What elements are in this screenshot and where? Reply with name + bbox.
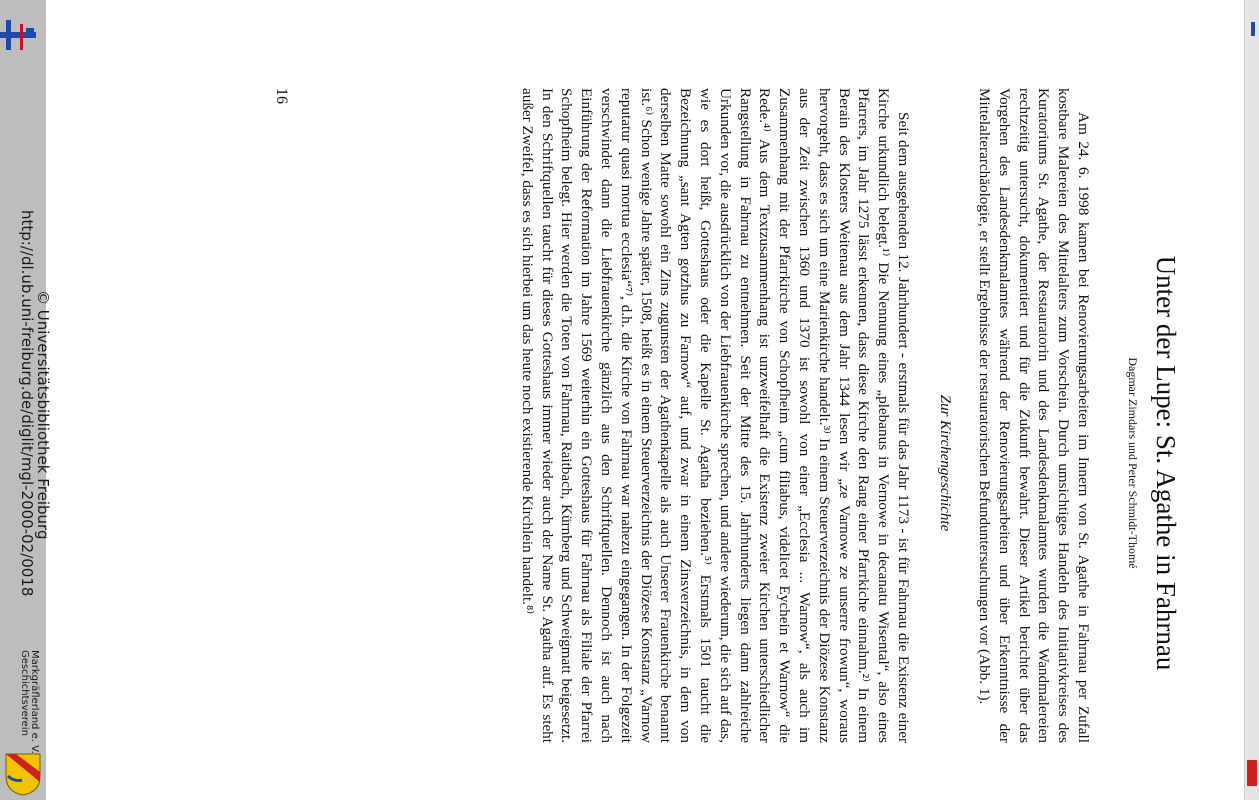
- right-viewer-margin: [1244, 0, 1259, 800]
- right-edge-marks: [1245, 0, 1259, 800]
- document-viewport: [48, 0, 1245, 800]
- page-number: 16: [273, 88, 290, 104]
- university-library-logo: [0, 16, 36, 56]
- intro-paragraph: Am 24. 6. 1998 kamen bei Renovierungsarbeiten im Innern von St. Agathe in Fahrnau per Zufall kostbare Malereien des Mittelalters zum Vorschein. Durch umsichtiges Handeln des Initiativkreises des Kuratoriums St. Agathe, der Restauratorin und des Landesdenkmalamtes wurden die Wandmalereien rechtzeitig untersucht, dokumentiert und für die Zukunft bewahrt. Dieser Artikel berichtet über das Vorgehen des Landesdenkmalamtes während der Renovierungsarbeiten und über Erkenntnisse der Mittelalterarchäologie, er stellt Ergebnisse der restauratorischen Befunduntersuchungen vor (Abb. 1).: [976, 88, 1092, 743]
- footer-url[interactable]: http://dl.ub.uni-freiburg.de/diglit/mgl-2000-02/0018: [18, 210, 36, 597]
- document-page: [188, 88, 1188, 788]
- section-heading: Zur Kirchengeschichte: [937, 394, 953, 532]
- footer-strip: [12, 80, 52, 800]
- article-title: Unter der Lupe: St. Agathe in Fahrnau: [1151, 255, 1181, 671]
- footer-org-line2: Markgräflerland e. V.: [29, 650, 40, 754]
- coat-of-arms-icon: [4, 752, 42, 796]
- footer-org-line1: Geschichtsverein: [19, 650, 30, 736]
- footer-copyright: © Universitätsbibliothek Freiburg: [34, 290, 52, 540]
- left-viewer-margin: [0, 0, 52, 800]
- article-authors: Dagmar Zimdars und Peter Schmidt-Thomé: [1126, 357, 1140, 569]
- body-paragraph: Seit dem ausgehenden 12. Jahrhundert - erstmals für das Jahr 1173 - ist für Fahrnau die Existenz einer Kirche urkundlich belegt.¹⁾ Die Nennung eines „plebanus in Vernowe in decanatu Wisental“, also eines Pfarrers, im Jahr 1275 lässt erkennen, dass diese Kirche den Rang einer Pfarrkiche einnahm.²⁾ In einem Berain des Klosters Weitenau aus dem Jahr 1344 lesen wir „ze Varnowe ze unserre frowun“, woraus hervorgeht, dass es sich um eine Marienkirche handelt.³⁾ In einem Steuerverzeichnis der Diözese Konstanz aus der Zeit zwischen 1360 und 1370 ist sowohl von einer „Ecclesia ... Warnow“, als auch im Zusammenhang mit der Pfarrkirche von Schopfheim „cum filiabus, videlicet Eychein et Warnow“ die Rede.⁴⁾ Aus dem Textzusammenhang ist unzweifelhaft die Existenz zweier Kirchen unterschiedlicher Rangstellung in Fahrnau zu entnehmen. Seit der Mitte des 15. Jahrhunderts liegen dann zahlreiche Urkunden vor, die ausdrücklich von der Liebfrauenkirche sprechen, und andere wiederum, die sich auf das, wie es dort heißt, Gotteshaus oder die Kapelle St. Agatha beziehen.⁵⁾ Erstmals 1501 taucht die Bezeichnung „sant Agten gotzhus zu Farnow“ auf, und zwar in einem Zinsverzeichnis, in dem von derselben Matte sowohl ein Zins zugunsten der Agathenkapelle als auch Unserer Frauenkirche benannt ist.⁶⁾ Schon wenige Jahre später, 1508, heißt es in einem Steuerverzeichnis der Diözese Konstanz „Varnow reputatur quasi mortua ecclesia“⁷⁾, d.h. die Kirche von Fahrnau war nahezu eingegangen. In der Folgezeit verschwindet dann die Liebfrauenkirche gänzlich aus den Schriftquellen. Dennoch ist auch nach Einführung der Reformation im Jahre 1569 weiterhin ein Gotteshaus für Fahrnau als Filiale der Pfarrei Schopfheim belegt. Hier werden die Toten von Fahrnau, Raitbach, Kürnberg und Schweigmatt beigesetzt. In den Schriftquellen taucht für dieses Gotteshaus immer wieder auch der Name St. Agatha auf. Es steht außer Zweifel, dass es sich hierbei um das heute noch existierende Kirchlein handelt.⁸⁾: [518, 88, 912, 743]
